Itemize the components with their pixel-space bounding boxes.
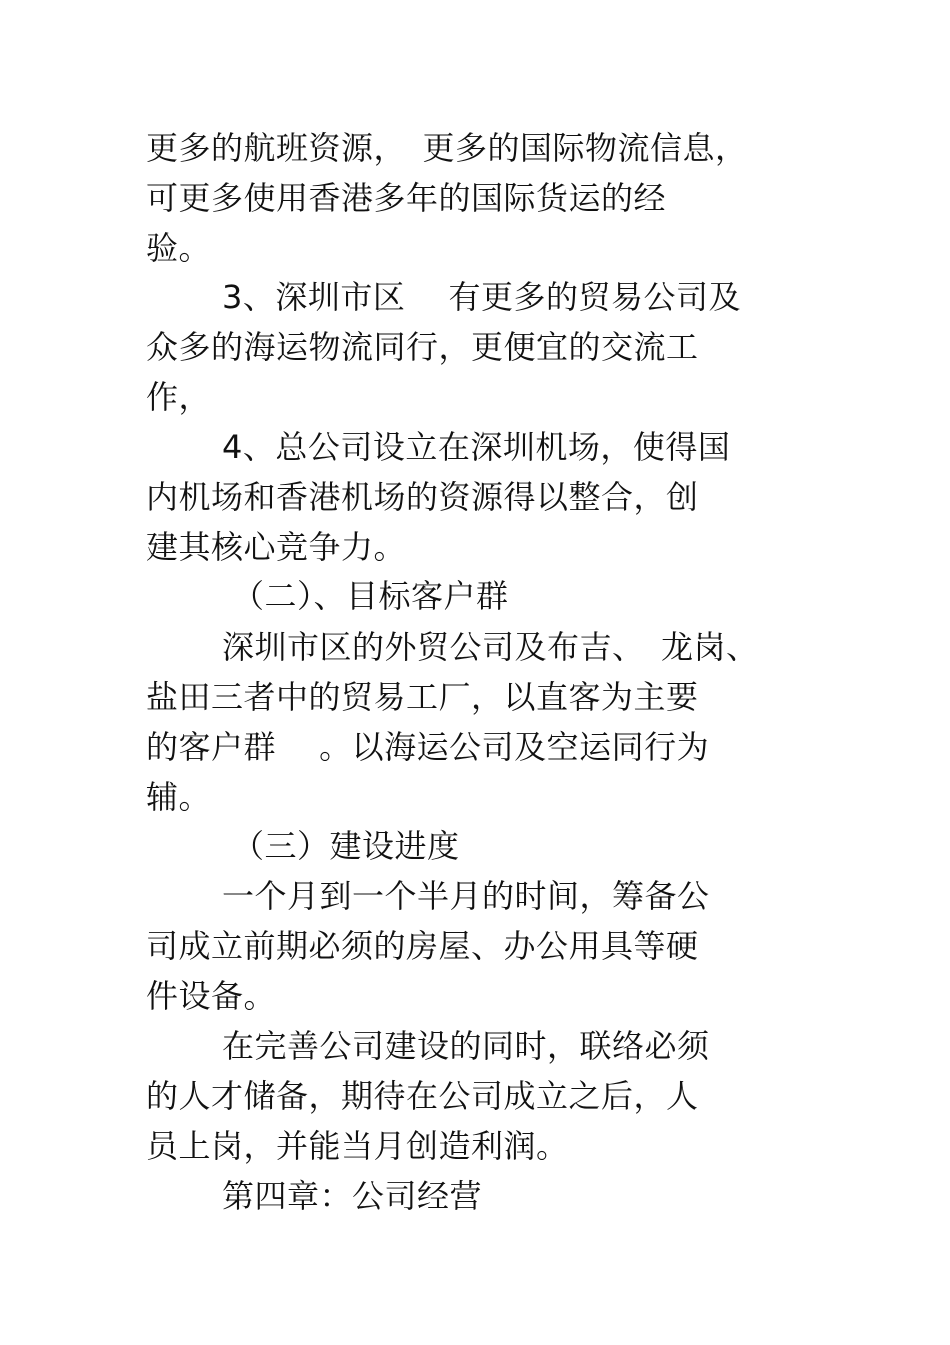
text-line: 员上岗，并能当月创造利润。 <box>146 1127 569 1165</box>
text-line: 的人才储备，期待在公司成立之后，人 <box>146 1077 699 1115</box>
list-item-4: 4、总公司设立在深圳机场，使得国 <box>222 428 731 466</box>
text-line: 作， <box>146 378 212 416</box>
text-line: 的客户群 。以海运公司及空运同行为 <box>146 728 710 766</box>
text-line: 可更多使用香港多年的国际货运的经 <box>146 179 667 217</box>
paragraph-start: 深圳市区的外贸公司及布吉、 龙岗、 <box>222 628 759 666</box>
text-line: 司成立前期必须的房屋、办公用具等硬 <box>146 927 699 965</box>
chapter-heading: 第四章：公司经营 <box>222 1177 483 1215</box>
text-line: 验。 <box>146 229 212 267</box>
text-line: 盐田三者中的贸易工厂，以直客为主要 <box>146 678 699 716</box>
section-heading-target-customers: （二）、目标客户群 <box>232 577 509 615</box>
paragraph-start: 一个月到一个半月的时间，筹备公 <box>222 877 710 915</box>
text-line: 更多的航班资源， 更多的国际物流信息， <box>146 129 748 167</box>
text-line: 内机场和香港机场的资源得以整合，创 <box>146 478 699 516</box>
text-line: 众多的海运物流同行，更便宜的交流工 <box>146 328 699 366</box>
paragraph-start: 在完善公司建设的同时，联络必须 <box>222 1027 710 1065</box>
text-line: 件设备。 <box>146 977 277 1015</box>
text-line: 辅。 <box>146 778 212 816</box>
text-line: 建其核心竞争力。 <box>146 528 407 566</box>
list-item-3: 3、深圳市区 有更多的贸易公司及 <box>222 278 742 316</box>
section-heading-progress: （三）建设进度 <box>232 827 460 865</box>
